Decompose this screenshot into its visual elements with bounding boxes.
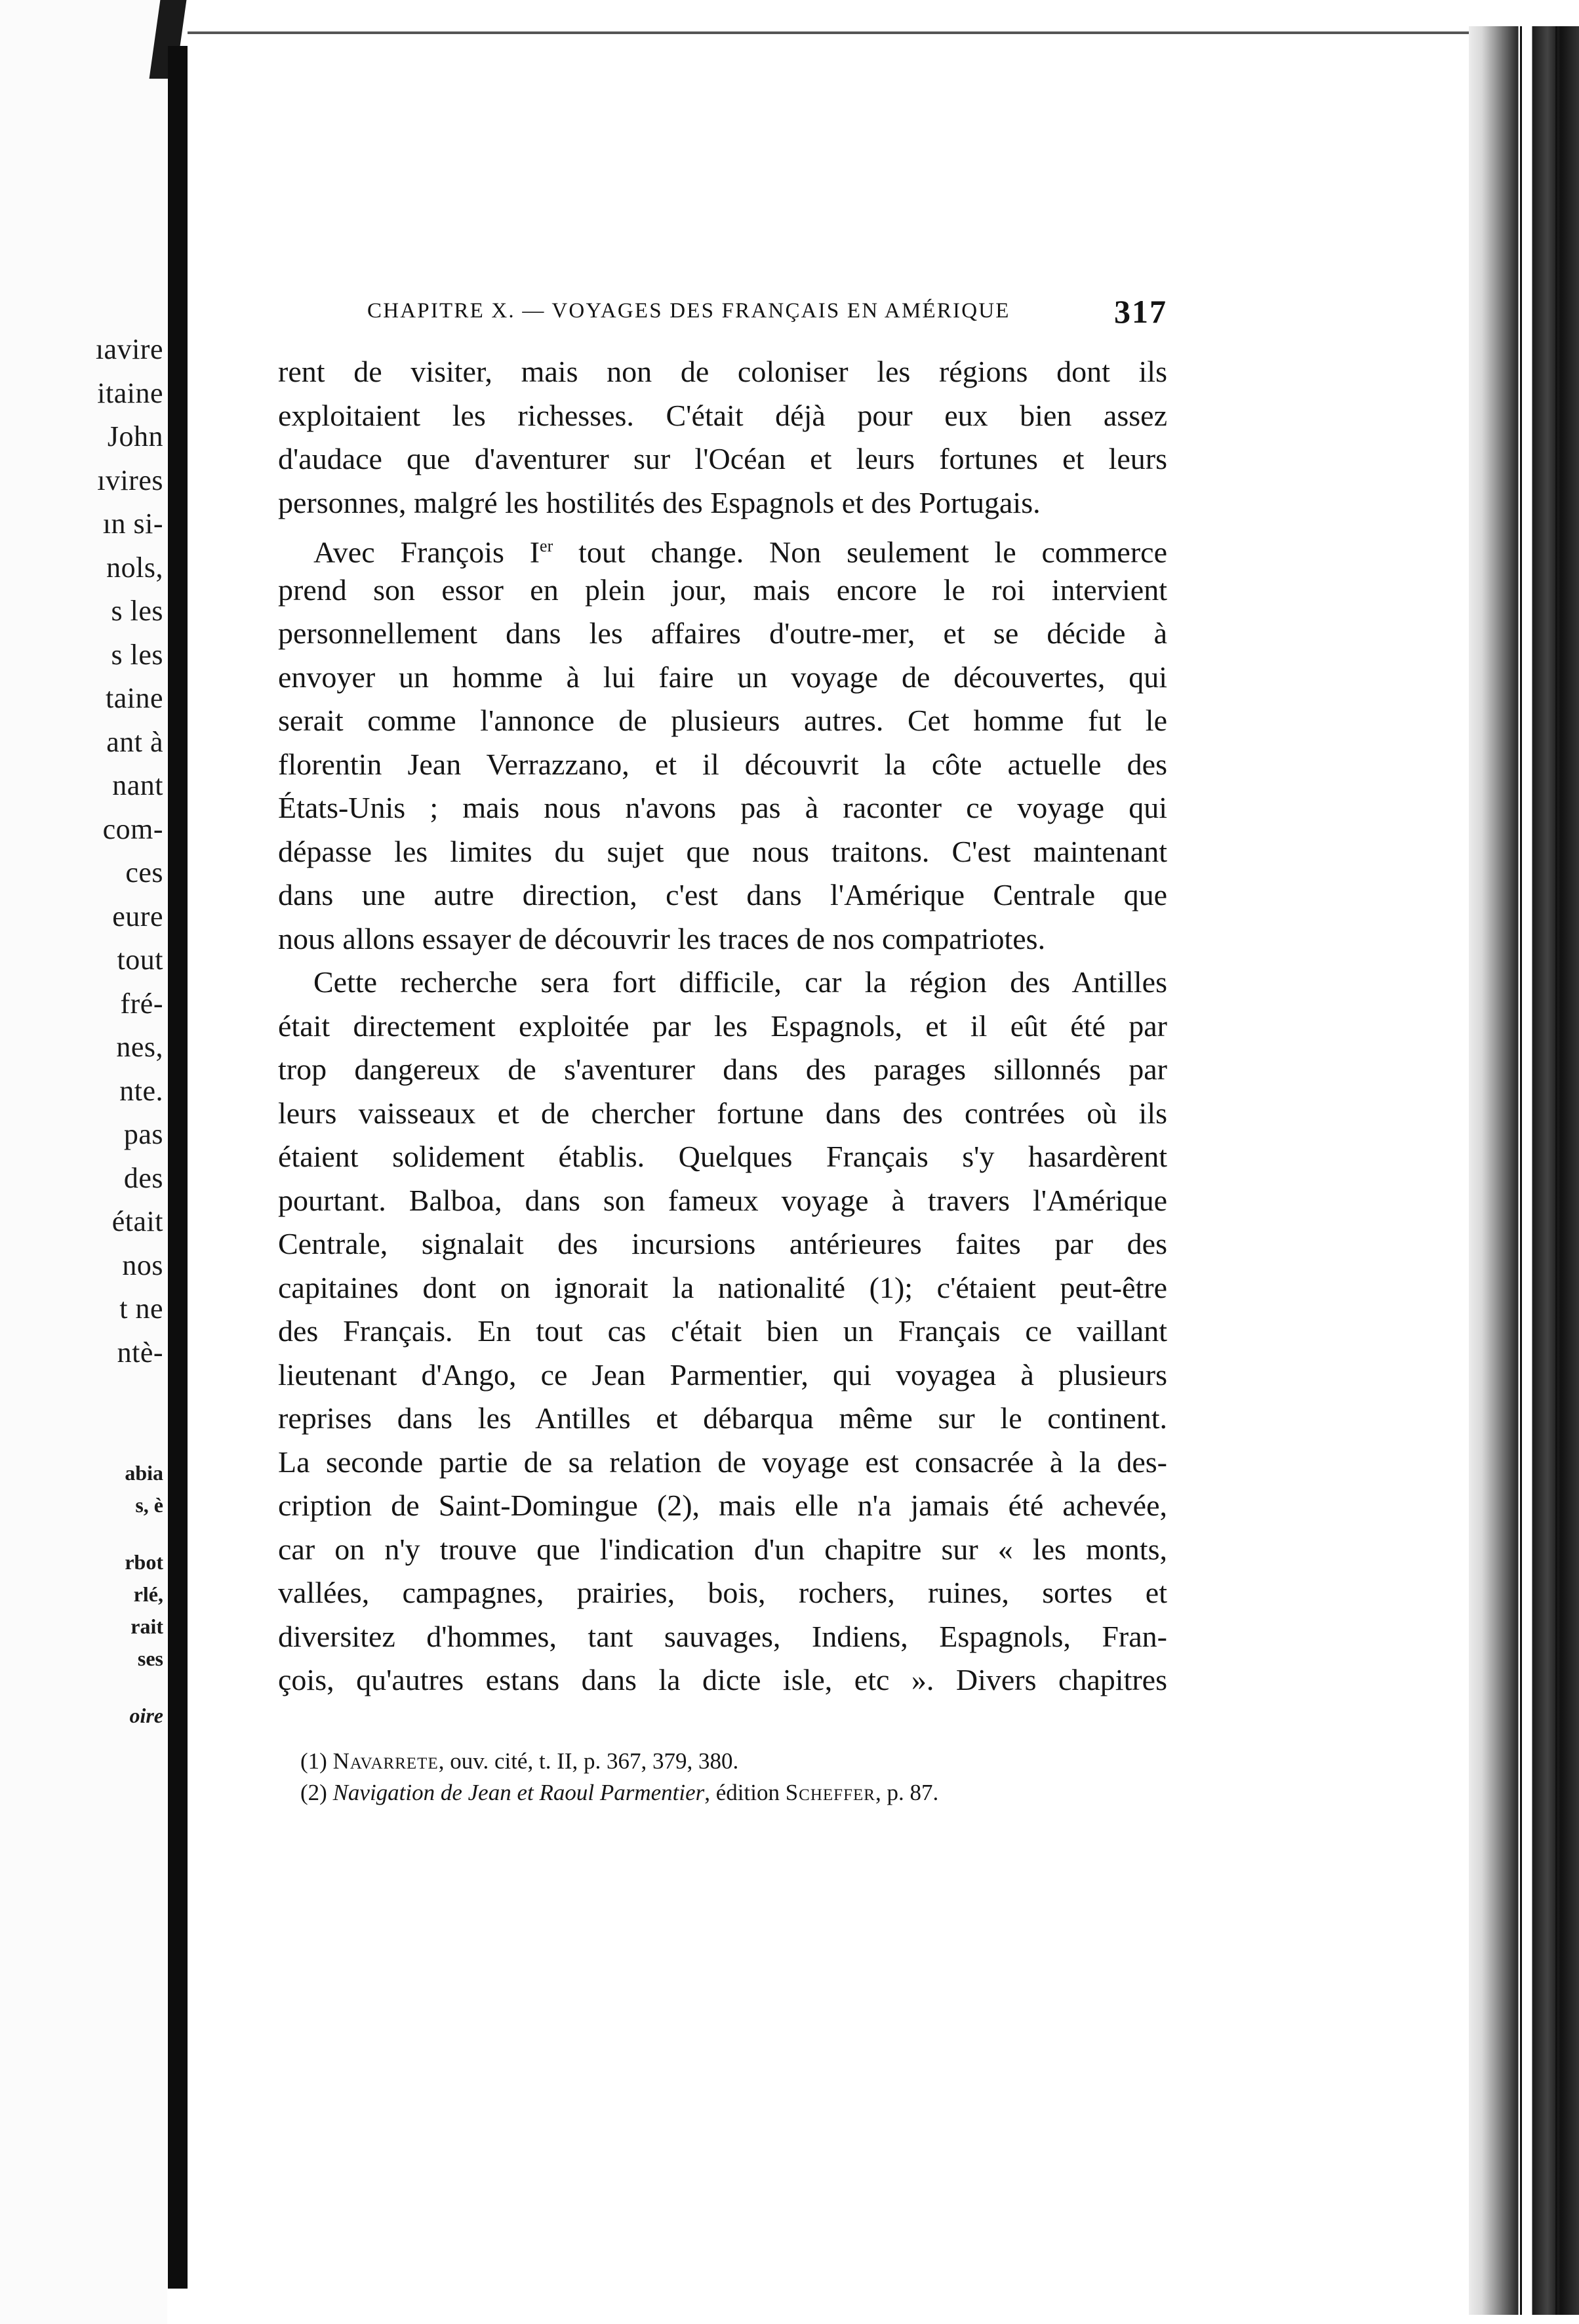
left-fragment: était <box>111 1205 163 1237</box>
text-line: florentin Jean Verrazzano, et il découvrit la côte actuelle des <box>278 747 1167 781</box>
left-fragment: nos <box>122 1249 163 1281</box>
page-edge-stack <box>1469 26 1579 2315</box>
left-fragment: ant à <box>106 725 163 758</box>
text-line: capitaines dont on ignorait la nationalité (1); c'étaient peut-être <box>278 1270 1167 1304</box>
left-fragment: ın si- <box>102 508 163 540</box>
left-fragment: tout <box>117 944 163 976</box>
left-page-footnote-fragments <box>125 1457 163 1732</box>
left-fragment: t ne <box>119 1292 163 1325</box>
text-line: personnellement dans les affaires d'outre-mer, et se décide à <box>278 616 1167 650</box>
left-note-fragment: rlé, <box>133 1582 163 1606</box>
text-line: çois, qu'autres estans dans la dicte isle, etc ». Divers chapitres <box>278 1663 1167 1696</box>
text-line: vallées, campagnes, prairies, bois, rochers, ruines, sortes et <box>278 1576 1167 1609</box>
left-note-fragment: ses <box>137 1647 163 1670</box>
left-fragment: itaine <box>97 376 163 409</box>
left-fragment: nes, <box>116 1031 163 1063</box>
footnote-editor: Scheffer <box>785 1780 875 1805</box>
text-line: La seconde partie de sa relation de voyage est consacrée à la des- <box>278 1445 1167 1479</box>
text-line: trop dangereux de s'aventurer dans des parages sillonnés par <box>278 1052 1167 1086</box>
footnote-text: , ouv. cité, t. II, p. 367, 379, 380. <box>438 1748 739 1774</box>
text-line: personnes, malgré les hostilités des Espagnols et des Portugais. <box>278 485 1041 519</box>
text-line: reprises dans les Antilles et débarqua même sur le continent. <box>278 1401 1167 1435</box>
book-gutter <box>168 46 188 2289</box>
left-note-fragment: abia <box>125 1461 163 1485</box>
left-fragment: s les <box>111 595 163 627</box>
text-line: car on n'y trouve que l'indication d'un chapitre sur « les monts, <box>278 1532 1167 1566</box>
text-line: était directement exploitée par les Espagnols, et il eût été par <box>278 1009 1167 1043</box>
left-fragment: nols, <box>106 551 163 584</box>
page-number: 317 <box>1114 293 1167 330</box>
footnote-2 <box>300 1777 1179 1809</box>
footnote-author: Navarrete <box>332 1748 439 1774</box>
text-line: d'audace que d'aventurer sur l'Océan et leurs fortunes et leurs <box>278 442 1167 475</box>
text-line: exploitaient les richesses. C'était déjà pour eux bien assez <box>278 398 1167 432</box>
text-line: des Français. En tout cas c'était bien un Français ce vaillant <box>278 1314 1167 1348</box>
left-fragment: pas <box>123 1118 163 1150</box>
footnotes <box>300 1746 1179 1809</box>
left-note-fragment: rbot <box>125 1550 163 1574</box>
left-fragment: nant <box>112 769 163 801</box>
footnote-work-title: Navigation de Jean et Raoul Parmentier <box>332 1780 705 1805</box>
text-line: dans une autre direction, c'est dans l'Amérique Centrale que <box>278 878 1167 912</box>
left-fragment: eure <box>112 900 163 932</box>
text-line: prend son essor en plein jour, mais encore le roi intervient <box>278 572 1167 607</box>
left-fragment: ıavire <box>95 333 163 365</box>
text-line: Centrale, signalait des incursions antérieures faites par des <box>278 1227 1167 1260</box>
left-note-fragment: s, è <box>135 1493 163 1517</box>
body-text <box>278 350 1167 1702</box>
page-top-edge <box>188 31 1473 34</box>
footnote-text: , édition <box>704 1780 786 1805</box>
text-line: serait comme l'annonce de plusieurs autres. Cet homme fut le <box>278 704 1167 737</box>
left-fragment: ces <box>125 856 163 889</box>
left-fragment: ntè- <box>117 1336 163 1369</box>
page-edge-line <box>1555 26 1557 2315</box>
text-line: Avec François Ier tout change. Non seulement le commerce <box>313 535 1167 569</box>
left-fragment: s les <box>111 638 163 671</box>
left-fragment: John <box>107 420 163 452</box>
text-line: étaient solidement établis. Quelques Français s'y hasardèrent <box>278 1140 1167 1173</box>
text-line: pourtant. Balboa, dans son fameux voyage à travers l'Amérique <box>278 1183 1167 1217</box>
left-fragment: taine <box>105 682 163 714</box>
text-line: cription de Saint-Domingue (2), mais elle n'a jamais été achevée, <box>278 1489 1167 1522</box>
left-fragment: ıvires <box>97 464 163 496</box>
left-fragment: fré- <box>120 987 163 1020</box>
footnote-text: , p. 87. <box>875 1780 939 1805</box>
footnote-mark: (1) <box>300 1748 327 1774</box>
text-line: envoyer un homme à lui faire un voyage de découvertes, qui <box>278 660 1167 694</box>
left-fragment: nte. <box>119 1074 163 1107</box>
running-header <box>367 292 1167 338</box>
text-line: États-Unis ; mais nous n'avons pas à raconter ce voyage qui <box>278 791 1167 824</box>
text-line: dépasse les limites du sujet que nous traitons. C'est maintenant <box>278 834 1167 868</box>
left-note-fragment: rait <box>130 1614 163 1638</box>
left-fragment: com- <box>102 812 163 845</box>
text-line: nous allons essayer de découvrir les traces de nos compatriotes. <box>278 921 1046 955</box>
footnote-1 <box>300 1746 1179 1777</box>
left-page-text-fragments <box>96 328 163 1374</box>
page-edge-line <box>1520 26 1522 2315</box>
left-note-fragment: oire <box>129 1704 163 1727</box>
text-line: Cette recherche sera fort difficile, car la région des Antilles <box>313 965 1167 999</box>
text-line: leurs vaisseaux et de chercher fortune dans des contrées où ils <box>278 1096 1167 1130</box>
chapter-title: CHAPITRE X. — VOYAGES DES FRANÇAIS EN AMÉRIQUE <box>367 299 1010 323</box>
text-line: lieutenant d'Ango, ce Jean Parmentier, qui voyagea à plusieurs <box>278 1357 1167 1392</box>
footnote-mark: (2) <box>300 1780 327 1805</box>
text-line: rent de visiter, mais non de coloniser les régions dont ils <box>278 355 1167 388</box>
left-facing-page <box>0 0 167 2324</box>
left-fragment: des <box>123 1161 163 1194</box>
text-line: diversitez d'hommes, tant sauvages, Indiens, Espagnols, Fran- <box>278 1619 1167 1653</box>
